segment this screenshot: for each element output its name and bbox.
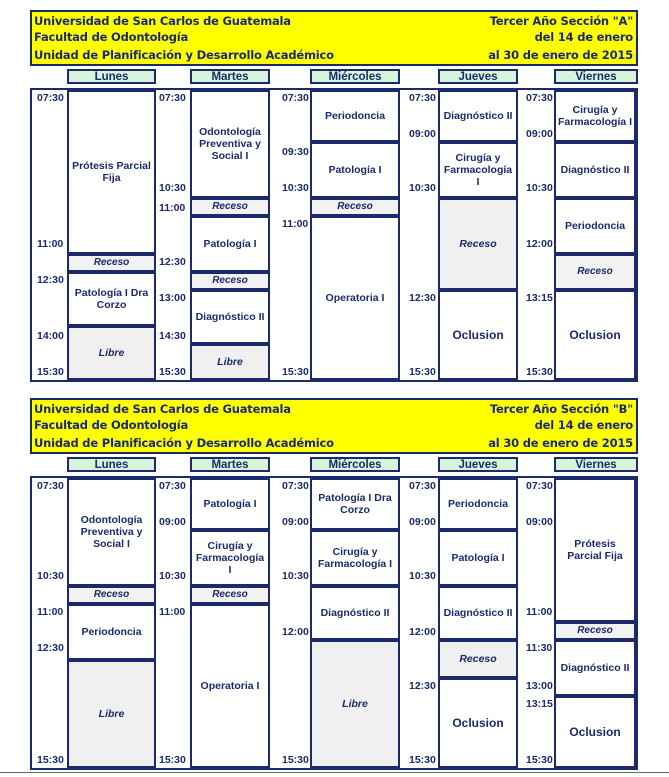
header-row-2	[30, 416, 638, 434]
schedule-section-b	[30, 398, 638, 770]
time-label: 09:00	[159, 516, 186, 528]
day-header-lunes: Lunes	[67, 457, 156, 472]
class-cell: Periodoncia	[310, 90, 400, 142]
class-cell: Diagnóstico II	[310, 586, 400, 640]
time-label: 12:30	[409, 680, 436, 692]
time-label: 07:30	[37, 92, 64, 104]
class-cell: Diagnóstico II	[554, 640, 636, 696]
time-label: 07:30	[282, 480, 309, 492]
day-header-lunes: Lunes	[67, 69, 156, 84]
class-cell: Cirugía y Farmacología I	[554, 90, 636, 142]
class-cell: Periodoncia	[554, 198, 636, 254]
time-label: 12:00	[282, 626, 309, 638]
schedule-grid	[30, 88, 638, 382]
date-to: al 30 de enero de 2015	[488, 48, 633, 62]
time-label: 15:30	[282, 754, 309, 766]
time-label: 12:30	[37, 274, 64, 286]
class-cell: Prótesis Parcial Fija	[554, 478, 636, 622]
time-label: 09:00	[409, 516, 436, 528]
time-label: 15:30	[526, 754, 553, 766]
time-label: 11:00	[159, 606, 186, 618]
class-cell: Prótesis Parcial Fija	[67, 90, 156, 254]
schedule-section-a	[30, 10, 638, 382]
time-label: 15:30	[37, 754, 64, 766]
time-label: 14:30	[159, 330, 186, 342]
time-label: 07:30	[282, 92, 309, 104]
page-bottom-divider	[0, 772, 669, 773]
class-cell: Diagnóstico II	[438, 90, 518, 142]
class-cell: Oclusion	[438, 290, 518, 380]
time-label: 10:30	[159, 182, 186, 194]
class-cell: Operatoria I	[310, 216, 400, 380]
recess-cell: Receso	[67, 254, 156, 272]
header-row-3	[30, 434, 638, 454]
time-label: 13:15	[526, 698, 553, 710]
section-label: Tercer Año Sección "A"	[489, 14, 633, 28]
time-label: 12:00	[409, 626, 436, 638]
class-cell: Patología I Dra Corzo	[310, 478, 400, 530]
time-label: 10:30	[282, 182, 309, 194]
faculty-name: Facultad de Odontología	[34, 30, 189, 44]
unit-name: Unidad de Planificación y Desarrollo Académico	[34, 436, 334, 450]
time-label: 09:00	[409, 128, 436, 140]
unit-name: Unidad de Planificación y Desarrollo Académico	[34, 48, 334, 62]
recess-cell: Receso	[190, 586, 270, 604]
recess-cell: Receso	[554, 254, 636, 290]
university-name: Universidad de San Carlos de Guatemala	[34, 402, 291, 416]
time-label: 09:30	[282, 146, 309, 158]
class-cell: Patología I	[310, 142, 400, 198]
time-label: 10:30	[159, 570, 186, 582]
time-label: 09:00	[526, 128, 553, 140]
class-cell: Patología I	[438, 530, 518, 586]
recess-cell: Receso	[190, 272, 270, 290]
time-label: 15:30	[37, 366, 64, 378]
recess-cell: Receso	[190, 198, 270, 216]
day-header-miercoles: Miércoles	[310, 69, 400, 84]
time-label: 10:30	[409, 182, 436, 194]
class-cell: Patología I Dra Corzo	[67, 272, 156, 326]
time-label: 10:30	[282, 570, 309, 582]
time-label: 12:30	[37, 642, 64, 654]
time-label: 11:00	[282, 218, 309, 230]
day-header-viernes: Viernes	[554, 457, 638, 472]
header-row-1	[30, 10, 638, 28]
time-label: 10:30	[409, 570, 436, 582]
day-header-jueves: Jueves	[438, 69, 518, 84]
class-cell: Diagnóstico II	[438, 586, 518, 640]
day-header-jueves: Jueves	[438, 457, 518, 472]
date-from: del 14 de enero	[534, 418, 633, 432]
time-label: 15:30	[282, 366, 309, 378]
time-label: 09:00	[282, 516, 309, 528]
time-label: 07:30	[409, 92, 436, 104]
header-row-3	[30, 46, 638, 66]
class-cell: Periodoncia	[67, 604, 156, 660]
recess-cell: Receso	[438, 198, 518, 290]
time-label: 07:30	[526, 92, 553, 104]
time-label: 11:30	[526, 642, 553, 654]
time-label: 07:30	[37, 480, 64, 492]
time-label: 12:00	[526, 238, 553, 250]
time-label: 10:30	[526, 182, 553, 194]
time-label: 15:30	[409, 754, 436, 766]
time-label: 11:00	[526, 606, 553, 618]
class-cell: Oclusion	[438, 678, 518, 768]
time-label: 15:30	[159, 754, 186, 766]
header-row-1	[30, 398, 638, 416]
class-cell: Cirugía y Farmacología I	[310, 530, 400, 586]
time-label: 07:30	[159, 480, 186, 492]
time-label: 07:30	[526, 480, 553, 492]
day-header-martes: Martes	[190, 69, 270, 84]
recess-cell: Receso	[310, 198, 400, 216]
date-to: al 30 de enero de 2015	[488, 436, 633, 450]
time-label: 09:00	[526, 516, 553, 528]
recess-cell: Receso	[438, 640, 518, 678]
class-cell: Cirugía y Farmacología I	[438, 142, 518, 198]
time-label: 15:30	[409, 366, 436, 378]
university-name: Universidad de San Carlos de Guatemala	[34, 14, 291, 28]
class-cell: Odontología Preventiva y Social I	[67, 478, 156, 586]
time-label: 13:15	[526, 292, 553, 304]
time-label: 15:30	[526, 366, 553, 378]
free-cell: Libre	[310, 640, 400, 768]
recess-cell: Receso	[554, 622, 636, 640]
time-label: 11:00	[37, 606, 64, 618]
time-label: 10:30	[37, 570, 64, 582]
recess-cell: Receso	[67, 586, 156, 604]
class-cell: Oclusion	[554, 696, 636, 768]
class-cell: Patología I	[190, 216, 270, 272]
free-cell: Libre	[67, 326, 156, 380]
class-cell: Cirugía y Farmacología I	[190, 530, 270, 586]
class-cell: Odontología Preventiva y Social I	[190, 90, 270, 198]
class-cell: Diagnóstico II	[554, 142, 636, 198]
time-label: 07:30	[409, 480, 436, 492]
time-label: 07:30	[159, 92, 186, 104]
time-label: 13:00	[526, 680, 553, 692]
time-label: 14:00	[37, 330, 64, 342]
time-label: 11:00	[159, 202, 186, 214]
header-row-2	[30, 28, 638, 46]
class-cell: Diagnóstico II	[190, 290, 270, 344]
class-cell: Patología I	[190, 478, 270, 530]
day-header-martes: Martes	[190, 457, 270, 472]
time-label: 11:00	[37, 238, 64, 250]
section-label: Tercer Año Sección "B"	[489, 402, 633, 416]
day-header-miercoles: Miércoles	[310, 457, 400, 472]
time-label: 15:30	[159, 366, 186, 378]
schedule-grid	[30, 476, 638, 770]
faculty-name: Facultad de Odontología	[34, 418, 189, 432]
date-from: del 14 de enero	[534, 30, 633, 44]
day-header-viernes: Viernes	[554, 69, 638, 84]
class-cell: Periodoncia	[438, 478, 518, 530]
time-label: 12:30	[409, 292, 436, 304]
class-cell: Oclusion	[554, 290, 636, 380]
time-label: 13:00	[159, 292, 186, 304]
free-cell: Libre	[67, 660, 156, 768]
time-label: 12:30	[159, 256, 186, 268]
class-cell: Operatoria I	[190, 604, 270, 768]
free-cell: Libre	[190, 344, 270, 380]
